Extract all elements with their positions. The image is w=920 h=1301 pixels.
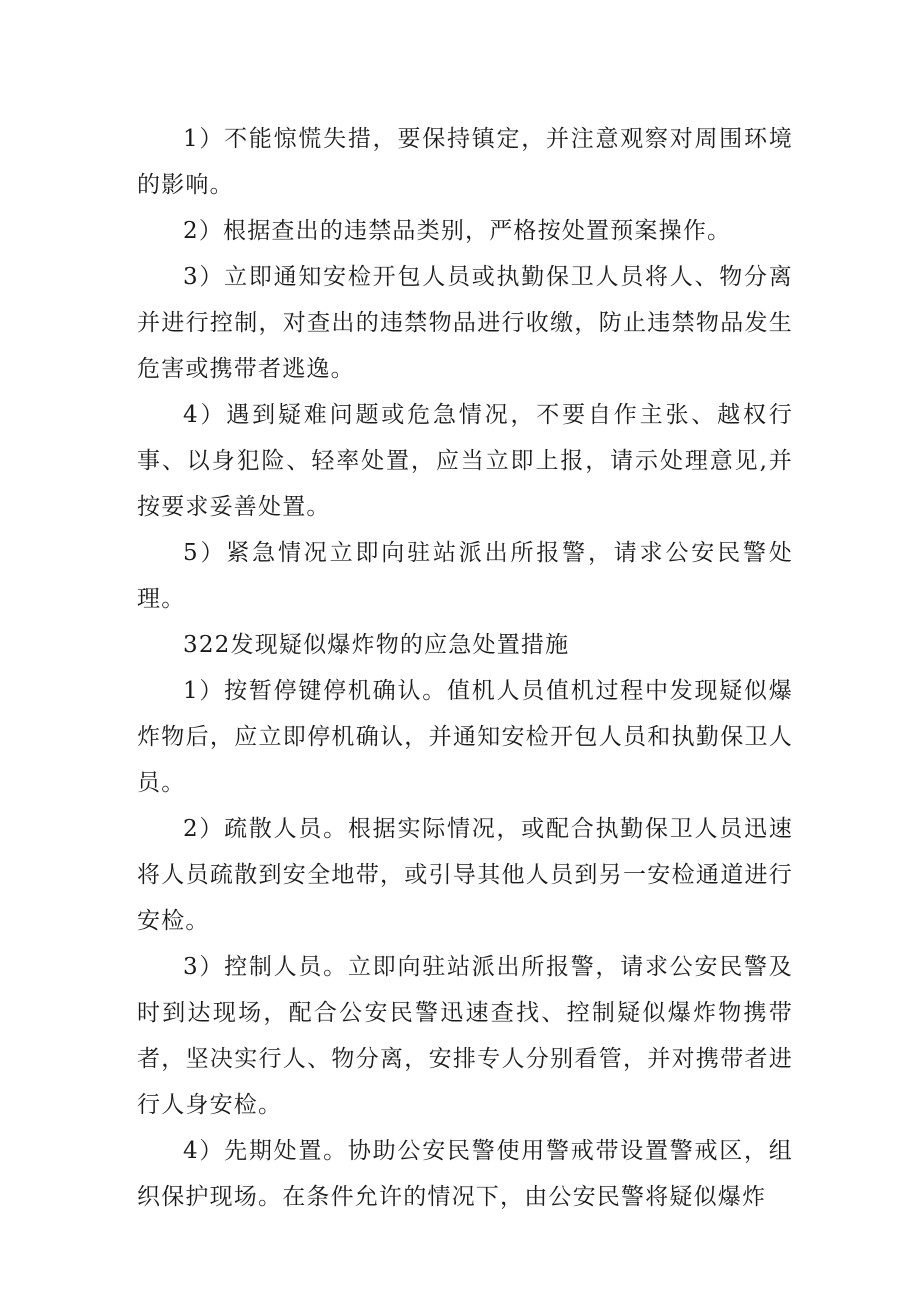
- document-page: [137, 116, 793, 1220]
- paragraph-5: 5）紧急情况立即向驻站派出所报警，请求公安民警处理。: [137, 540, 793, 612]
- paragraph-2: 2）根据查出的违禁品类别，严格按处置预案操作。: [183, 218, 732, 244]
- paragraph-3: 3）立即通知安检开包人员或执勤保卫人员将人、物分离并进行控制，对查出的违禁物品进行收缴，防止违禁物品发生危害或携带者逃逸。: [137, 264, 793, 382]
- paragraph-8: 3）控制人员。立即向驻站派出所报警，请求公安民警及时到达现场，配合公安民警迅速查找、控制疑似爆炸物携带者，坚决实行人、物分离，安排专人分别看管，并对携带者进行人身安检。: [137, 954, 793, 1118]
- section-heading: 322发现疑似爆炸物的应急处置措施: [183, 632, 570, 658]
- paragraph-6: 1）按暂停键停机确认。值机人员值机过程中发现疑似爆炸物后，应立即停机确认，并通知安检开包人员和执勤保卫人员。: [137, 678, 793, 796]
- paragraph-1: 1）不能惊慌失措，要保持镇定，并注意观察对周围环境的影响。: [137, 126, 793, 198]
- paragraph-7: 2）疏散人员。根据实际情况，或配合执勤保卫人员迅速将人员疏散到安全地带，或引导其他人员到另一安检通道进行安检。: [137, 816, 793, 934]
- paragraph-4: 4）遇到疑难问题或危急情况，不要自作主张、越权行事、以身犯险、轻率处置，应当立即上报，请示处理意见,并按要求妥善处置。: [137, 402, 793, 520]
- paragraph-9: 4）先期处置。协助公安民警使用警戒带设置警戒区，组织保护现场。在条件允许的情况下，由公安民警将疑似爆炸: [137, 1138, 793, 1210]
